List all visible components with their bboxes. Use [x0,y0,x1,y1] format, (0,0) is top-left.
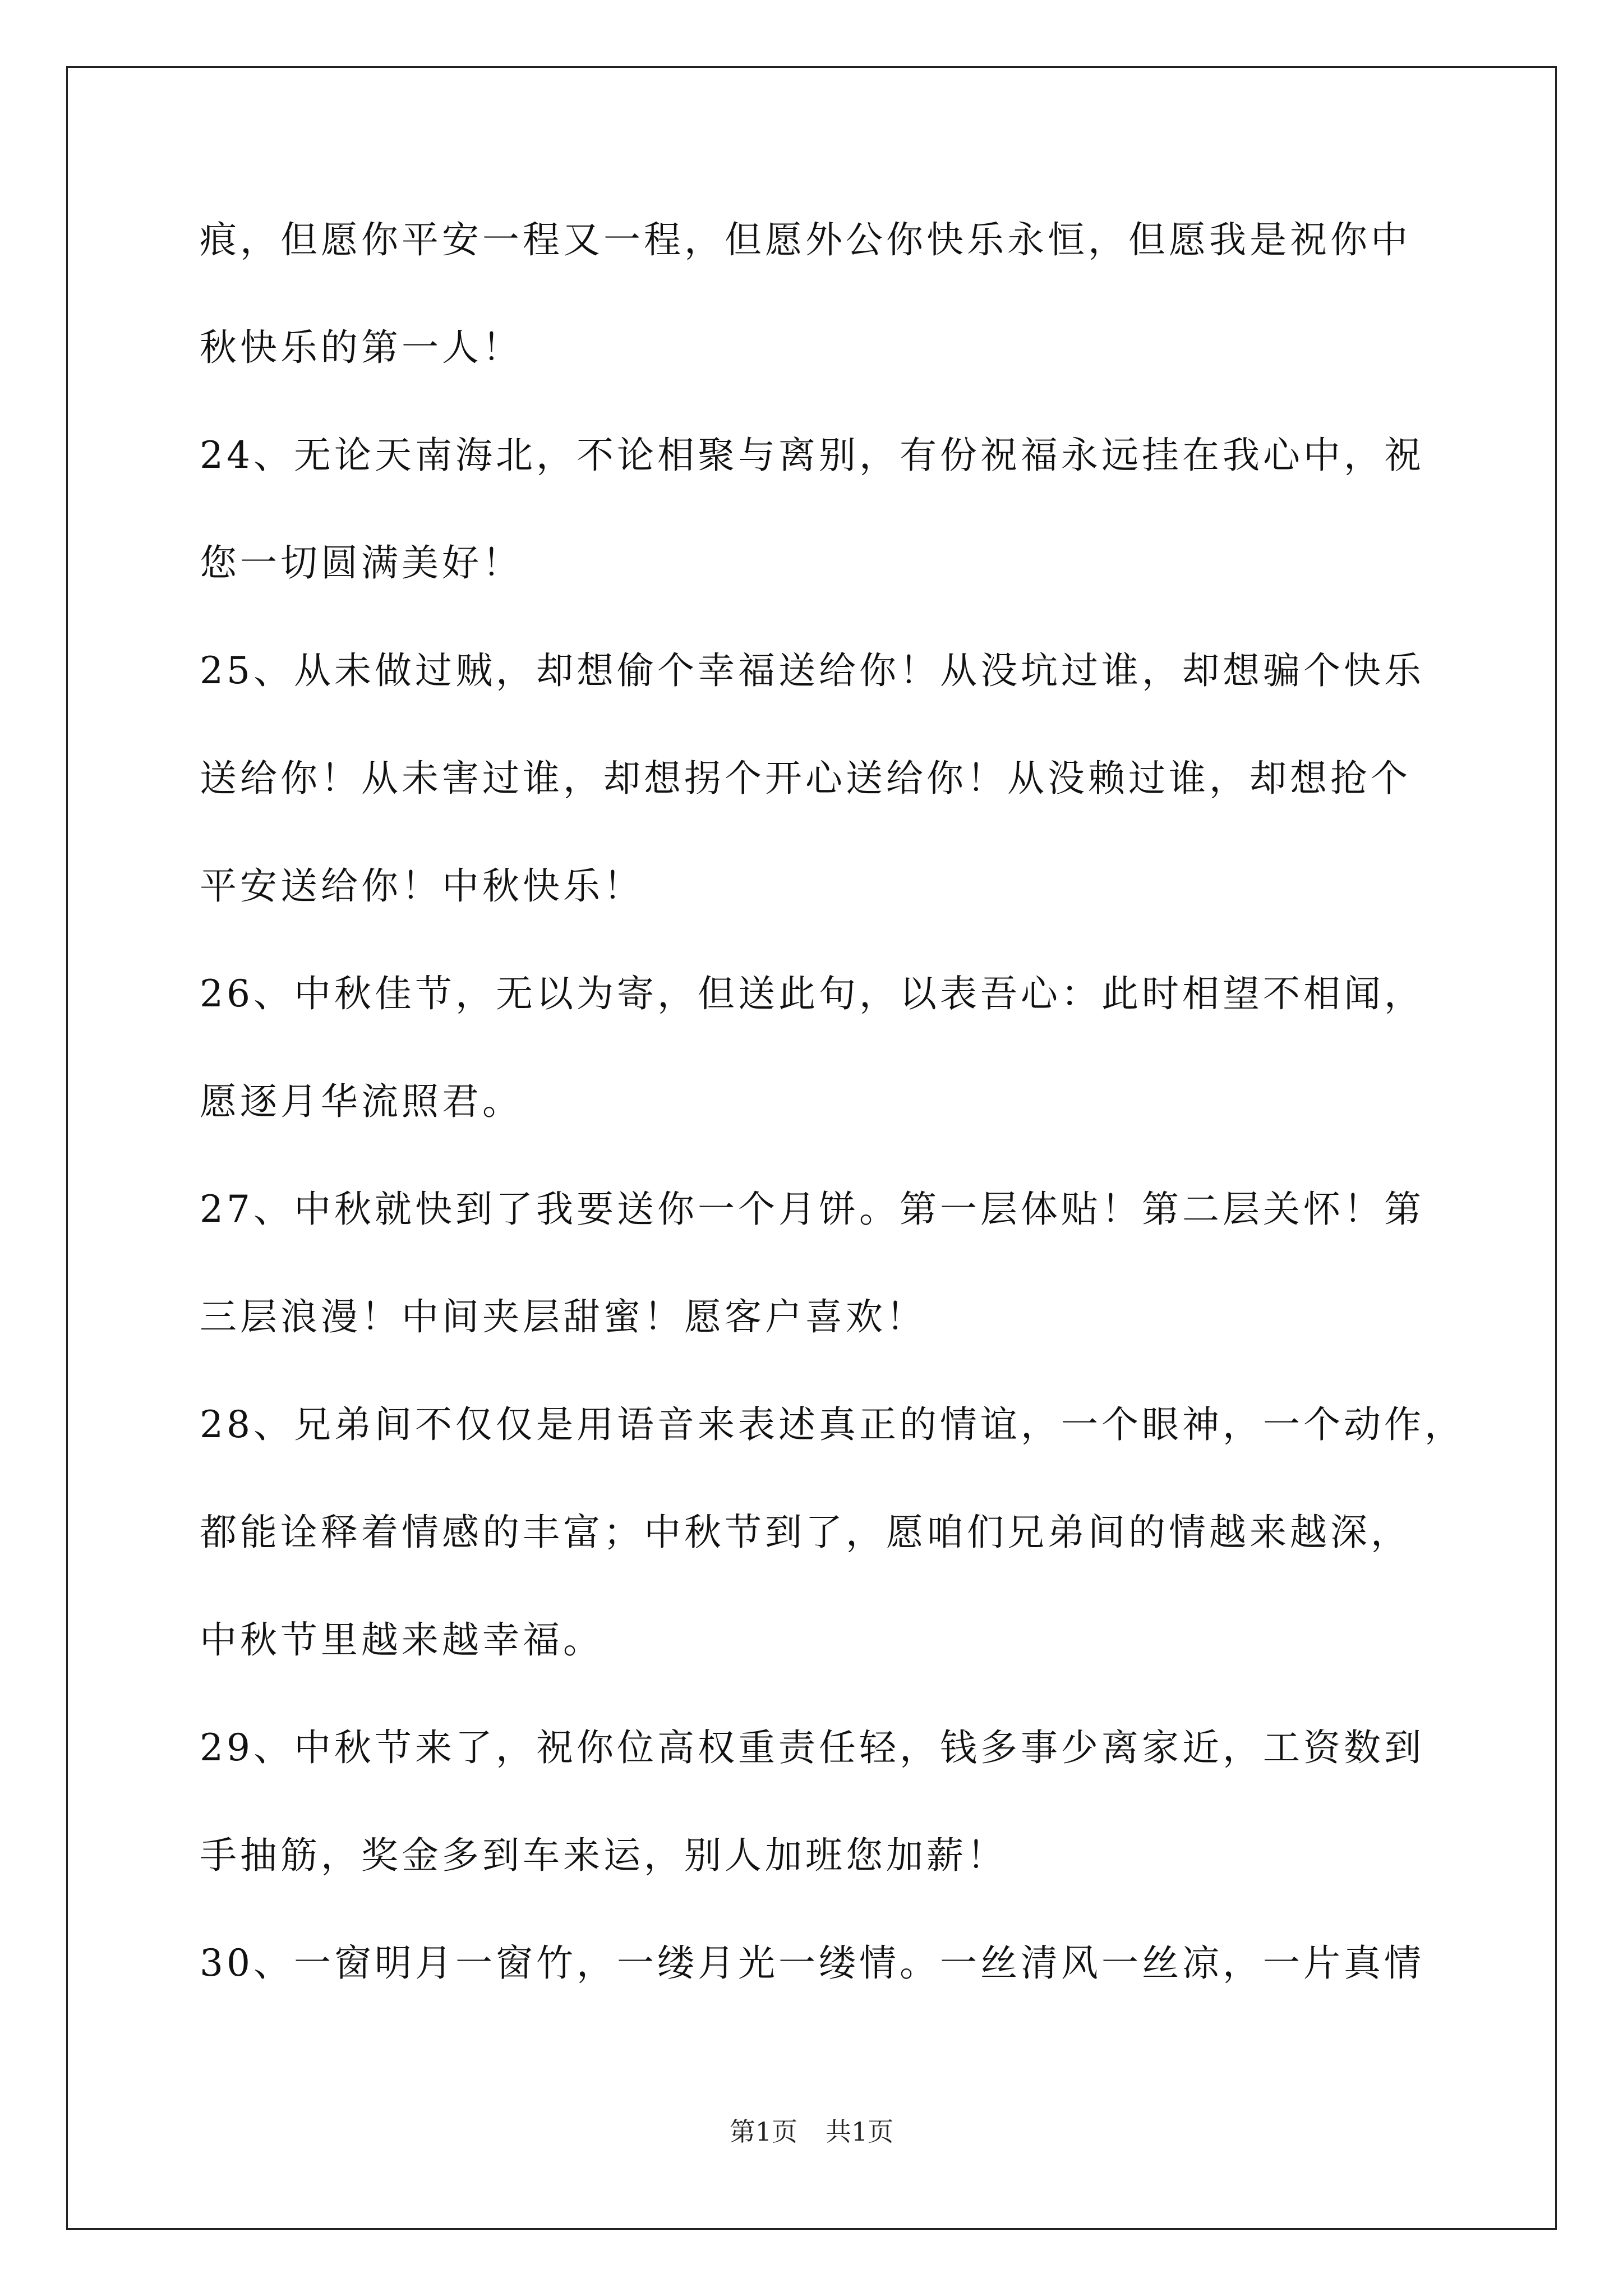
text-line: 29、中秋节来了，祝你位高权重责任轻，钱多事少离家近，工资数到 [200,1726,1424,1769]
page-footer [0,2115,1623,2148]
text-line: 27、中秋就快到了我要送你一个月饼。第一层体贴！第二层关怀！第 [200,1188,1424,1231]
text-line: 中秋节里越来越幸福。 [200,1618,603,1662]
text-line: 28、兄弟间不仅仅是用语音来表述真正的情谊，一个眼神，一个动作， [200,1403,1465,1446]
text-line: 秋快乐的第一人！ [200,326,523,369]
document-body [200,213,1465,2044]
text-line: 26、中秋佳节，无以为寄，但送此句，以表吾心：此时相望不相闻， [200,972,1424,1015]
text-line: 痕，但愿你平安一程又一程，但愿外公你快乐永恒，但愿我是祝你中 [200,218,1411,261]
text-line: 25、从未做过贼，却想偷个幸福送给你！从没坑过谁，却想骗个快乐 [200,649,1424,692]
text-line: 平安送给你！中秋快乐！ [200,864,644,908]
text-line: 30、一窗明月一窗竹，一缕月光一缕情。一丝清风一丝凉，一片真情 [200,1941,1424,1985]
text-line: 愿逐月华流照君。 [200,1080,523,1123]
text-line: 送给你！从未害过谁，却想拐个开心送给你！从没赖过谁，却想抢个 [200,757,1411,800]
text-line: 24、无论天南海北，不论相聚与离别，有份祝福永远挂在我心中，祝 [200,434,1424,477]
page-number: 第1页 [729,2116,797,2147]
text-line: 都能诠释着情感的丰富；中秋节到了，愿咱们兄弟间的情越来越深， [200,1511,1411,1554]
text-line: 三层浪漫！中间夹层甜蜜！愿客户喜欢！ [200,1295,926,1338]
text-line: 您一切圆满美好！ [200,541,523,585]
text-line: 手抽筋，奖金多到车来运，别人加班您加薪！ [200,1834,1007,1877]
page-total: 共1页 [826,2116,894,2147]
